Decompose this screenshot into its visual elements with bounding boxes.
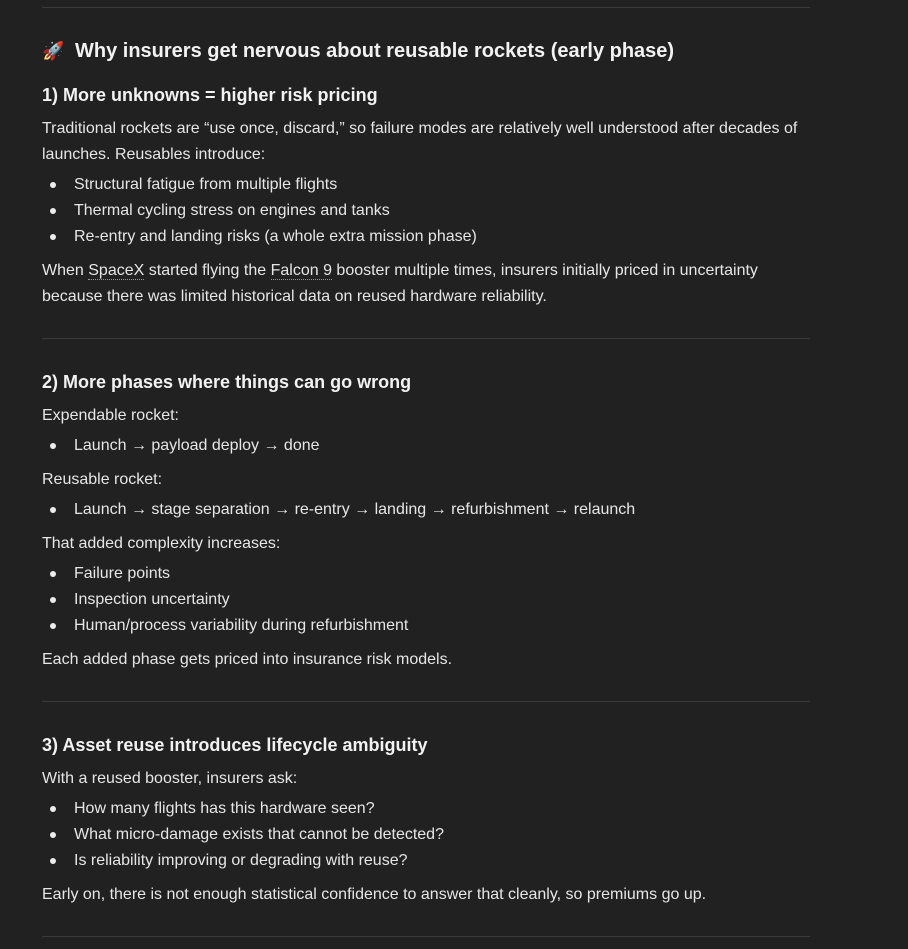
bullet-icon <box>50 806 56 812</box>
list-item: Is reliability improving or degrading with reuse? <box>42 848 444 874</box>
bullet-icon <box>50 858 56 864</box>
divider-2 <box>42 701 810 702</box>
paragraph-unknowns-intro: Traditional rockets are “use once, discard,” so failure modes are relatively well understood after decades of launches. Reusables introduce: <box>42 120 798 163</box>
paragraph-lifecycle-outro: Early on, there is not enough statistical confidence to answer that cleanly, so premiums go up. <box>42 886 707 903</box>
list-expendable <box>42 433 320 459</box>
list-item: What micro-damage exists that cannot be detected? <box>42 822 444 848</box>
rocket-icon: 🚀 <box>42 41 65 61</box>
bullet-icon <box>50 208 56 214</box>
list-item: How many flights has this hardware seen? <box>42 796 444 822</box>
bullet-icon <box>50 443 56 449</box>
divider-1 <box>42 338 810 339</box>
list-item: Failure points <box>42 561 408 587</box>
bullet-icon <box>50 507 56 513</box>
entity-link-spacex[interactable]: SpaceX <box>88 262 145 279</box>
list-lifecycle <box>42 796 444 874</box>
list-item: Launch → payload deploy → done <box>42 433 320 459</box>
bullet-icon <box>50 182 56 188</box>
list-item: Launch → stage separation → re-entry → landing → refurbishment → relaunch <box>42 497 635 523</box>
label-expendable: Expendable rocket: <box>42 407 179 424</box>
bullet-icon <box>50 623 56 629</box>
heading-unknowns: 1) More unknowns = higher risk pricing <box>42 85 378 105</box>
section-title-text: Why insurers get nervous about reusable rockets (early phase) <box>75 40 675 62</box>
bullet-icon <box>50 832 56 838</box>
paragraph-unknowns-outro: When SpaceX started flying the Falcon 9 booster multiple times, insurers initially priced in uncertainty because there was limited historical data on reused hardware reliability. <box>42 262 758 305</box>
list-item: Re-entry and landing risks (a whole extra mission phase) <box>42 224 477 250</box>
label-reusable: Reusable rocket: <box>42 471 163 488</box>
list-item: Human/process variability during refurbishment <box>42 613 408 639</box>
divider-3 <box>42 936 810 937</box>
bullet-icon <box>50 597 56 603</box>
divider-top <box>42 7 810 8</box>
list-item: Structural fatigue from multiple flights <box>42 172 477 198</box>
section-title <box>42 38 674 64</box>
paragraph-phases-outro: Each added phase gets priced into insurance risk models. <box>42 651 453 668</box>
list-reusable <box>42 497 635 523</box>
heading-phases: 2) More phases where things can go wrong <box>42 372 412 392</box>
label-complexity: That added complexity increases: <box>42 535 281 552</box>
bullet-icon <box>50 234 56 240</box>
list-complexity <box>42 561 408 639</box>
entity-link-falcon-9[interactable]: Falcon 9 <box>270 262 332 279</box>
list-item: Thermal cycling stress on engines and tanks <box>42 198 477 224</box>
list-item: Inspection uncertainty <box>42 587 408 613</box>
heading-lifecycle: 3) Asset reuse introduces lifecycle ambiguity <box>42 735 428 755</box>
paragraph-lifecycle-intro: With a reused booster, insurers ask: <box>42 770 298 787</box>
bullet-icon <box>50 571 56 577</box>
list-unknowns <box>42 172 477 250</box>
